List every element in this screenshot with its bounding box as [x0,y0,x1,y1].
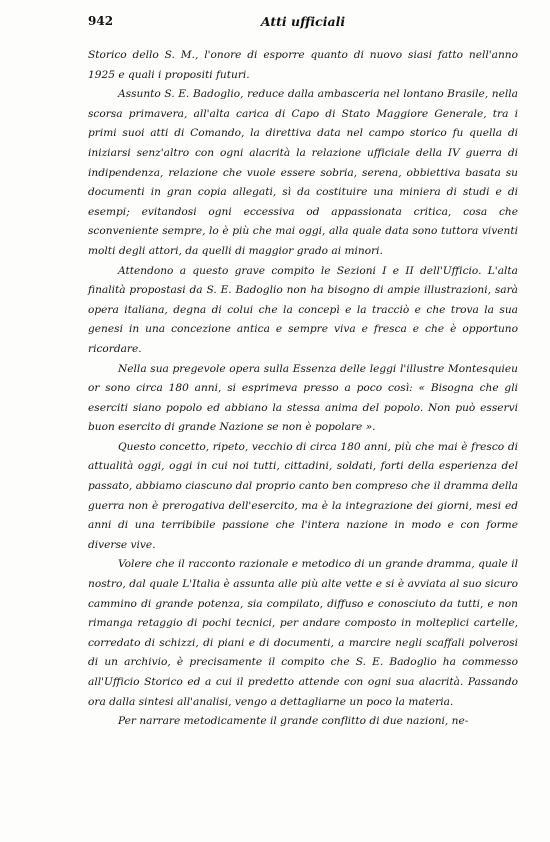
document-body [88,46,518,732]
paragraph-4: Nella sua pregevole opera sulla Essenza delle leggi l'illustre Montesquieu or sono circa 180 anni, si esprimeva presso a poco così: « Bisogna che gli eserciti siano popolo ed abbiano la stessa anima del popolo. Non può esservi buon esercito di grande Nazione se non è popolare ». [88,362,518,434]
running-title: Atti ufficiali [260,14,346,29]
paragraph-7: Per narrare metodicamente il grande conflitto di due nazioni, ne- [118,715,469,728]
paragraph-2: Assunto S. E. Badoglio, reduce dalla ambasceria nel lontano Brasile, nella scorsa primavera, all'alta carica di Capo di Stato Maggiore Generale, tra i primi suoi atti di Comando, la direttiva data nel campo storico fu quella di iniziarsi senz'altro con ogni alacrità la relazione ufficiale della IV guerra di indipendenza, relazione che vuole essere sobria, serena, obbiettiva basata su documenti in gran copia allegati, sì da costituire una miniera di studi e di esempi; evitandosi ogni eccessiva od appassionata critica, cosa che sconveniente sempre, lo è più che mai oggi, alla quale data sono tuttora viventi molti degli attori, da quelli di maggior grado ai minori. [88,88,518,257]
page-number: 942 [88,14,114,28]
paragraph-5: Questo concetto, ripeto, vecchio di circa 180 anni, più che mai è fresco di attualità oggi, oggi in cui noi tutti, cittadini, soldati, forti della esperienza del passato, abbiamo ciascuno dal proprio canto ben compreso che il dramma della guerra non è prerogativa dell'esercito, ma è la integrazione dei giorni, mesi ed anni di una terribibile passione che l'intera nazione in modo e con forme diverse vive. [88,440,518,551]
paragraph-6: Volere che il racconto razionale e metodico di un grande dramma, quale il nostro, dal quale L'Italia è assunta alle più alte vette e si è avviata al suo sicuro cammino di grande potenza, sia compilato, diffuso e conosciuto da tutti, e non rimanga retaggio di pochi tecnici, per andare composto in molteplici cartelle, corredato di schizzi, di piani e di documenti, a marcire negli scaffali polverosi di un archivio, è precisamente il compito che S. E. Badoglio ha commesso all'Ufficio Storico ed a cui il predetto attende con ogni sua alacrità. Passando ora dalla sintesi all'analisi, vengo a dettagliarne un poco la materia. [88,558,518,708]
paragraph-1: Storico dello S. M., l'onore di esporre quanto di nuovo siasi fatto nell'anno 1925 e quali i propositi futuri. [88,49,518,81]
paragraph-3: Attendono a questo grave compito le Sezioni I e II dell'Ufficio. L'alta finalità propostasi da S. E. Badoglio non ha bisogno di ampie illustrazioni, sarà opera italiana, degna di colui che la concepì e la tracciò e che trova la sua genesi in una concezione antica e sempre viva e fresca e che è opportuno ricordare. [88,264,518,355]
page-header [88,14,518,32]
